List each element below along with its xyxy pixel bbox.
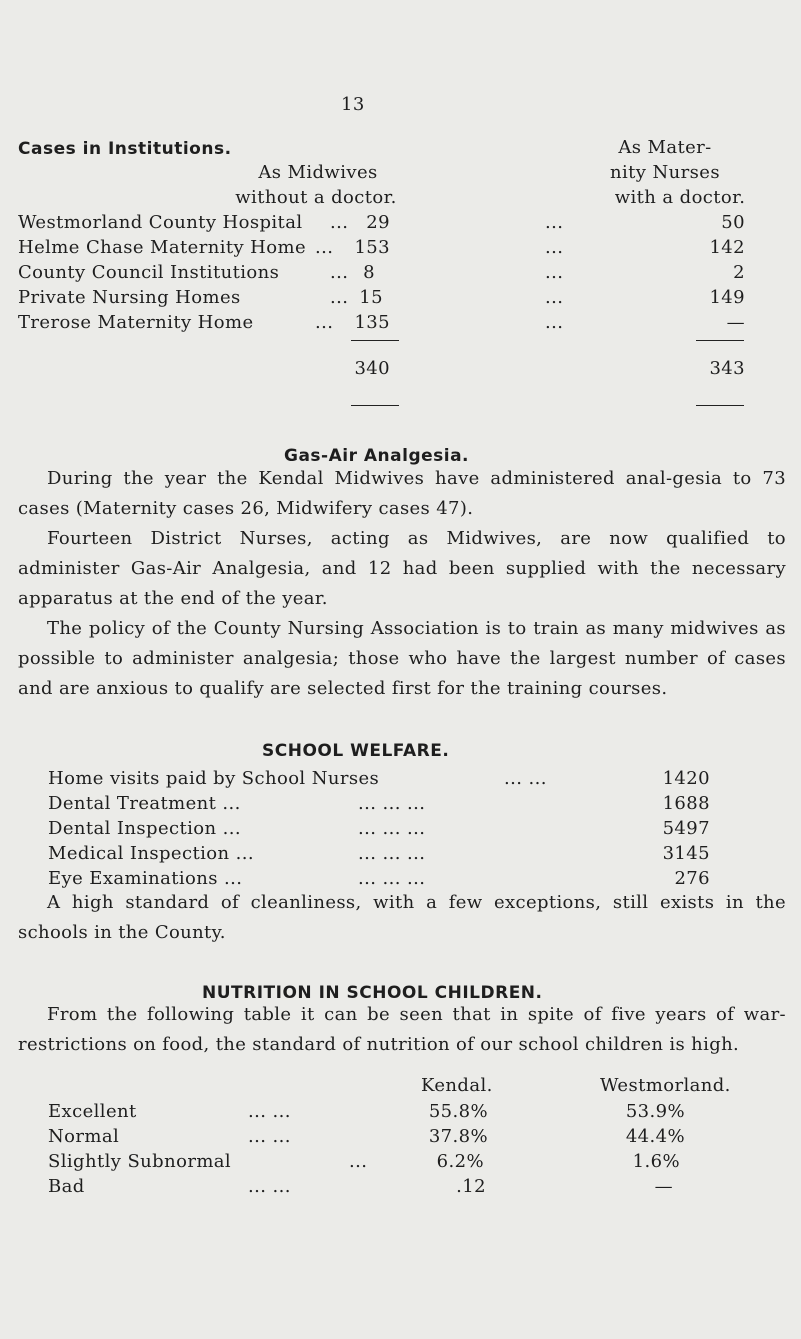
col-midwives-header-line1: As Midwives: [258, 162, 378, 183]
gas-air-heading: Gas-Air Analgesia.: [284, 446, 470, 466]
leader-dots: ... ...: [504, 768, 547, 789]
leader-dots: ... ... ...: [358, 868, 426, 889]
nutrition-label: Excellent: [48, 1101, 137, 1122]
institution-name: County Council Institutions: [18, 262, 280, 283]
gas-air-paragraph-2: [18, 524, 786, 614]
midwives-value: 15: [359, 287, 383, 308]
institution-name: Trerose Maternity Home: [18, 312, 254, 333]
westmorland-value: 53.9%: [625, 1101, 685, 1122]
kendal-value: 55.8%: [428, 1101, 488, 1122]
welfare-paragraph-text: A high standard of cleanliness, with a few exceptions, still exists in the schools in the County.: [18, 892, 786, 943]
leader-dots: ... ...: [248, 1101, 291, 1122]
nutrition-label: Normal: [48, 1126, 120, 1147]
welfare-label: Home visits paid by School Nurses: [48, 768, 380, 789]
welfare-paragraph: [18, 888, 786, 948]
total-rule-top: [351, 340, 399, 341]
leader-dots: ... ...: [248, 1126, 291, 1147]
gas-air-paragraph-3-text: The policy of the County Nursing Association is to train as many midwives as possible to administer analgesia; those who have the largest number of cases and are anxious to qualify are selected first for the training courses.: [18, 618, 786, 699]
midwives-value: 29: [366, 212, 390, 233]
leader-dots: ...: [315, 237, 334, 258]
maternity-value: 50: [721, 212, 745, 233]
welfare-value: 3145: [662, 843, 710, 864]
nutrition-paragraph: [18, 1000, 786, 1060]
leader-dots: ...: [330, 212, 349, 233]
welfare-value: 276: [674, 868, 710, 889]
kendal-value: 37.8%: [428, 1126, 488, 1147]
westmorland-value: 44.4%: [625, 1126, 685, 1147]
col-maternity-header-line3: with a doctor.: [614, 187, 746, 208]
total-rule-bottom: [696, 405, 744, 406]
institution-name: Westmorland County Hospital: [18, 212, 303, 233]
midwives-value: 8: [363, 262, 375, 283]
midwives-total: 340: [354, 358, 390, 379]
leader-dots: ... ... ...: [358, 818, 426, 839]
westmorland-header: Westmorland.: [600, 1075, 731, 1096]
maternity-value: 149: [709, 287, 745, 308]
nutrition-heading: NUTRITION IN SCHOOL CHILDREN.: [202, 983, 543, 1003]
midwives-value: 135: [354, 312, 390, 333]
nutrition-label: Slightly Subnormal: [48, 1151, 232, 1172]
leader-dots: ...: [545, 287, 564, 308]
welfare-label: Dental Inspection ...: [48, 818, 242, 839]
leader-dots: ... ...: [248, 1176, 291, 1197]
col-maternity-header-line2: nity Nurses: [610, 162, 720, 183]
leader-dots: ...: [330, 262, 349, 283]
gas-air-paragraph-1: [18, 464, 786, 524]
page-number: 13: [341, 94, 365, 115]
total-rule-bottom: [351, 405, 399, 406]
institution-name: Private Nursing Homes: [18, 287, 241, 308]
col-midwives-header-line2: without a doctor.: [235, 187, 397, 208]
leader-dots: ...: [545, 237, 564, 258]
leader-dots: ...: [315, 312, 334, 333]
institutions-heading: Cases in Institutions.: [18, 139, 232, 159]
gas-air-paragraph-1-text: During the year the Kendal Midwives have administered anal-gesia to 73 cases (Maternity cases 26, Midwifery cases 47).: [18, 468, 786, 519]
gas-air-paragraph-2-text: Fourteen District Nurses, acting as Midwives, are now qualified to administer Gas-Air Analgesia, and 12 had been supplied with the necessary apparatus at the end of the year.: [18, 528, 786, 609]
midwives-value: 153: [354, 237, 390, 258]
welfare-label: Medical Inspection ...: [48, 843, 254, 864]
maternity-value: 142: [709, 237, 745, 258]
westmorland-value: —: [654, 1176, 673, 1197]
leader-dots: ...: [545, 262, 564, 283]
leader-dots: ...: [349, 1151, 368, 1172]
total-rule-top: [696, 340, 744, 341]
kendal-header: Kendal.: [421, 1075, 493, 1096]
welfare-label: Eye Examinations ...: [48, 868, 243, 889]
leader-dots: ... ... ...: [358, 793, 426, 814]
welfare-value: 5497: [662, 818, 710, 839]
nutrition-paragraph-text: From the following table it can be seen that in spite of five years of war-restrictions on food, the standard of nutrition of our school children is high.: [18, 1004, 786, 1055]
welfare-label: Dental Treatment ...: [48, 793, 241, 814]
gas-air-paragraph-3: [18, 614, 786, 704]
nutrition-label: Bad: [48, 1176, 85, 1197]
maternity-value: 2: [733, 262, 745, 283]
leader-dots: ...: [330, 287, 349, 308]
col-maternity-header-line1: As Mater-: [618, 137, 712, 158]
kendal-value: 6.2%: [436, 1151, 484, 1172]
school-welfare-heading: SCHOOL WELFARE.: [262, 741, 450, 761]
westmorland-value: 1.6%: [632, 1151, 680, 1172]
welfare-value: 1688: [662, 793, 710, 814]
maternity-total: 343: [709, 358, 745, 379]
leader-dots: ...: [545, 212, 564, 233]
leader-dots: ... ... ...: [358, 843, 426, 864]
maternity-value: —: [726, 312, 745, 333]
institution-name: Helme Chase Maternity Home: [18, 237, 307, 258]
leader-dots: ...: [545, 312, 564, 333]
kendal-value: .12: [456, 1176, 486, 1197]
welfare-value: 1420: [662, 768, 710, 789]
